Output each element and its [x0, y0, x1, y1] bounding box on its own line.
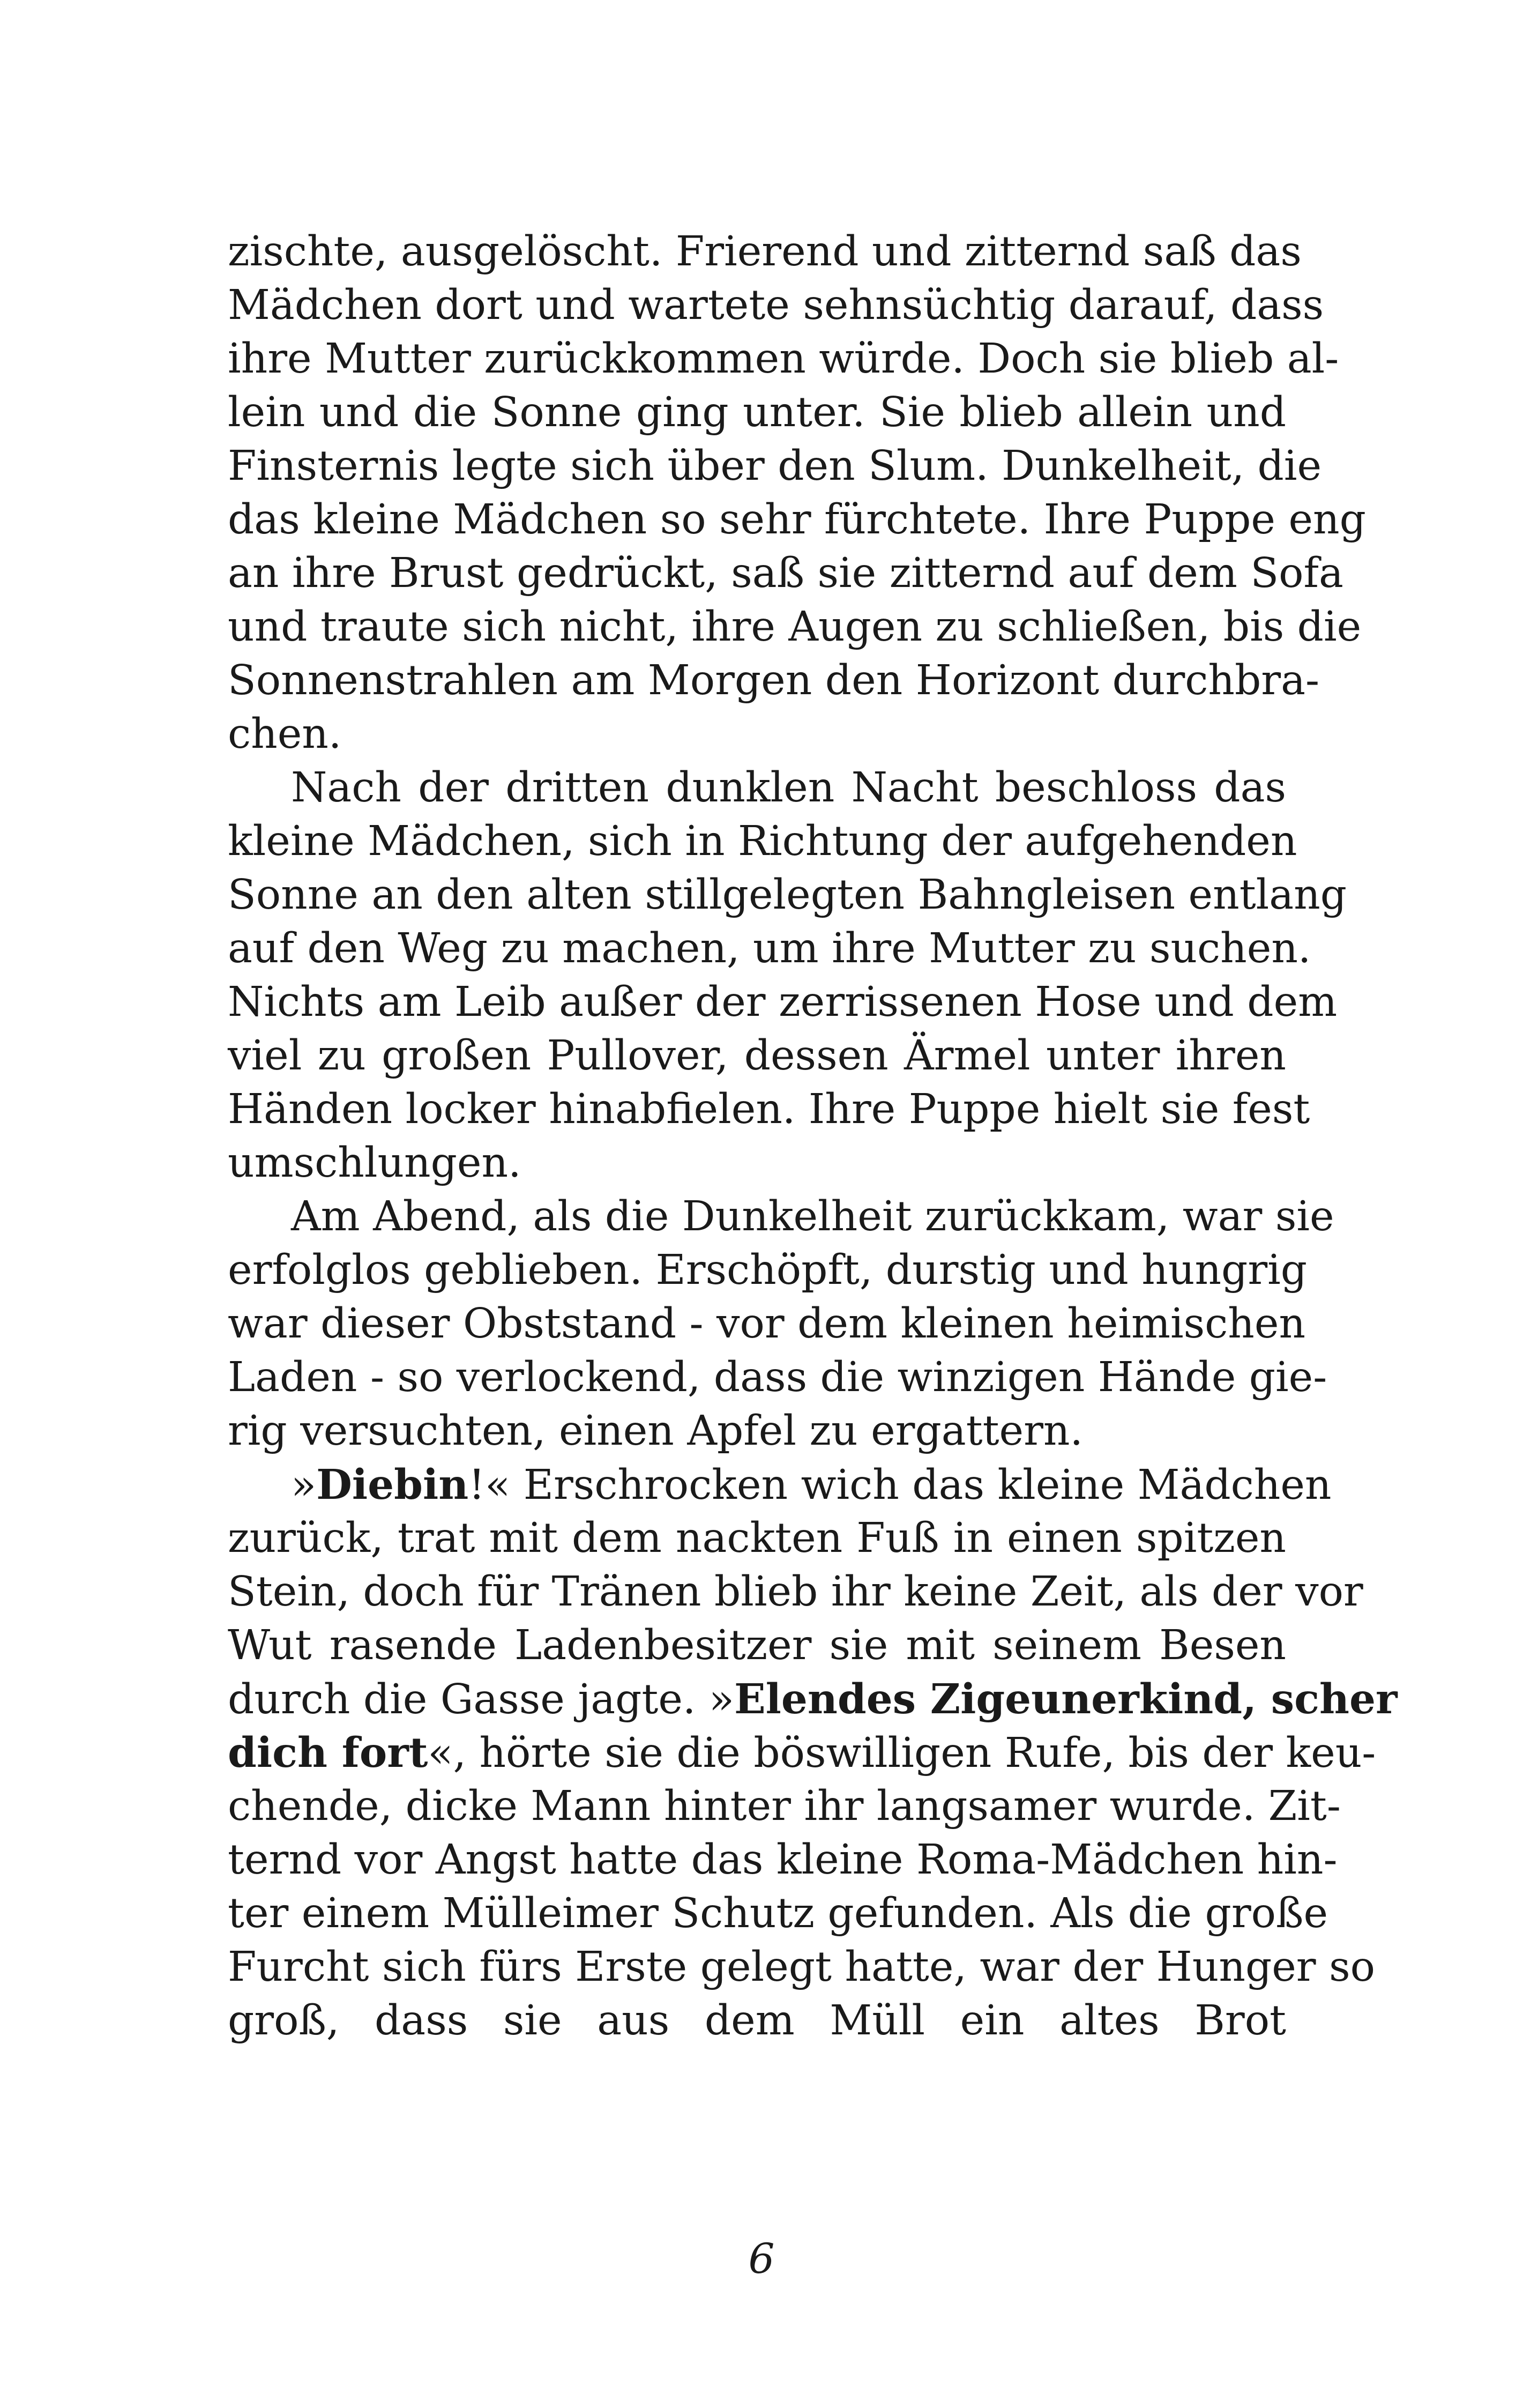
text-line: zurück, trat mit dem nackten Fuß in einen spitzen: [228, 1514, 1286, 1562]
text-line: war dieser Obststand - vor dem kleinen heimischen: [228, 1300, 1306, 1348]
text-line: chen.: [228, 710, 342, 758]
text-line: [228, 1726, 1376, 1780]
text-line: Sonnenstrahlen am Morgen den Horizont durchbra-: [228, 657, 1320, 704]
text-line: Nach der dritten dunklen Nacht beschloss das: [291, 764, 1286, 812]
paragraph-1: [228, 225, 1366, 761]
text-line: Wut rasende Ladenbesitzer sie mit seinem Besen: [228, 1622, 1286, 1669]
text-line: Nichts am Leib außer der zerrissenen Hose und dem: [228, 978, 1338, 1026]
text-line: Am Abend, als die Dunkelheit zurückkam, war sie: [291, 1193, 1334, 1240]
paragraph-3: [228, 1190, 1334, 1458]
text-line: Händen locker hinabfielen. Ihre Puppe hielt sie fest: [228, 1086, 1310, 1133]
text-line: Laden - so verlockend, dass die winzigen Hände gie-: [228, 1354, 1327, 1401]
page-number: 6: [748, 2235, 775, 2283]
text-line: kleine Mädchen, sich in Richtung der aufgehenden: [228, 817, 1297, 865]
text-run: «, hörte sie die böswilligen Rufe, bis der keu-: [428, 1729, 1376, 1777]
text-line: [228, 1458, 1332, 1512]
body-text: [228, 225, 1398, 2048]
text-line: umschlungen.: [228, 1139, 521, 1187]
text-line: Sonne an den alten stillgelegten Bahngleisen entlang: [228, 871, 1347, 919]
paragraph-4: [228, 1458, 1398, 2048]
bold-text: Diebin: [316, 1461, 469, 1509]
text-line: ter einem Mülleimer Schutz gefunden. Als die große: [228, 1890, 1328, 1937]
text-line: rig versuchten, einen Apfel zu ergattern.: [228, 1407, 1083, 1455]
text-line: Furcht sich fürs Erste gelegt hatte, war der Hunger so: [228, 1943, 1375, 1991]
paragraph-2: [228, 761, 1347, 1190]
text-line: viel zu großen Pullover, dessen Ärmel unter ihren: [228, 1032, 1286, 1080]
text-run: durch die Gasse jagte. »: [228, 1676, 734, 1723]
text-line: erfolglos geblieben. Erschöpft, durstig und hungrig: [228, 1246, 1308, 1294]
text-line: chende, dicke Mann hinter ihr langsamer wurde. Zit-: [228, 1782, 1341, 1830]
text-line: groß, dass sie aus dem Müll ein altes Brot: [228, 1997, 1286, 2045]
text-line: an ihre Brust gedrückt, saß sie zitternd auf dem Sofa: [228, 549, 1343, 597]
text-line: [228, 1673, 1398, 1726]
text-line: ihre Mutter zurückkommen würde. Doch sie blieb al-: [228, 335, 1339, 383]
text-line: Mädchen dort und wartete sehnsüchtig darauf, dass: [228, 281, 1324, 329]
text-line: Finsternis legte sich über den Slum. Dunkelheit, die: [228, 442, 1322, 490]
text-run: !« Erschrocken wich das kleine Mädchen: [468, 1461, 1332, 1509]
text-line: zischte, ausgelöscht. Frierend und zitternd saß das: [228, 228, 1302, 276]
text-run: »: [291, 1461, 317, 1509]
bold-text: Elendes Zigeunerkind, scher: [734, 1675, 1398, 1723]
bold-text: dich fort: [228, 1729, 428, 1777]
text-line: das kleine Mädchen so sehr fürchtete. Ihre Puppe eng: [228, 496, 1366, 544]
text-line: lein und die Sonne ging unter. Sie blieb allein und: [228, 389, 1286, 436]
text-line: Stein, doch für Tränen blieb ihr keine Zeit, als der vor: [228, 1568, 1363, 1616]
text-line: auf den Weg zu machen, um ihre Mutter zu suchen.: [228, 925, 1311, 972]
text-line: ternd vor Angst hatte das kleine Roma-Mädchen hin-: [228, 1836, 1338, 1884]
text-line: und traute sich nicht, ihre Augen zu schließen, bis die: [228, 603, 1362, 651]
